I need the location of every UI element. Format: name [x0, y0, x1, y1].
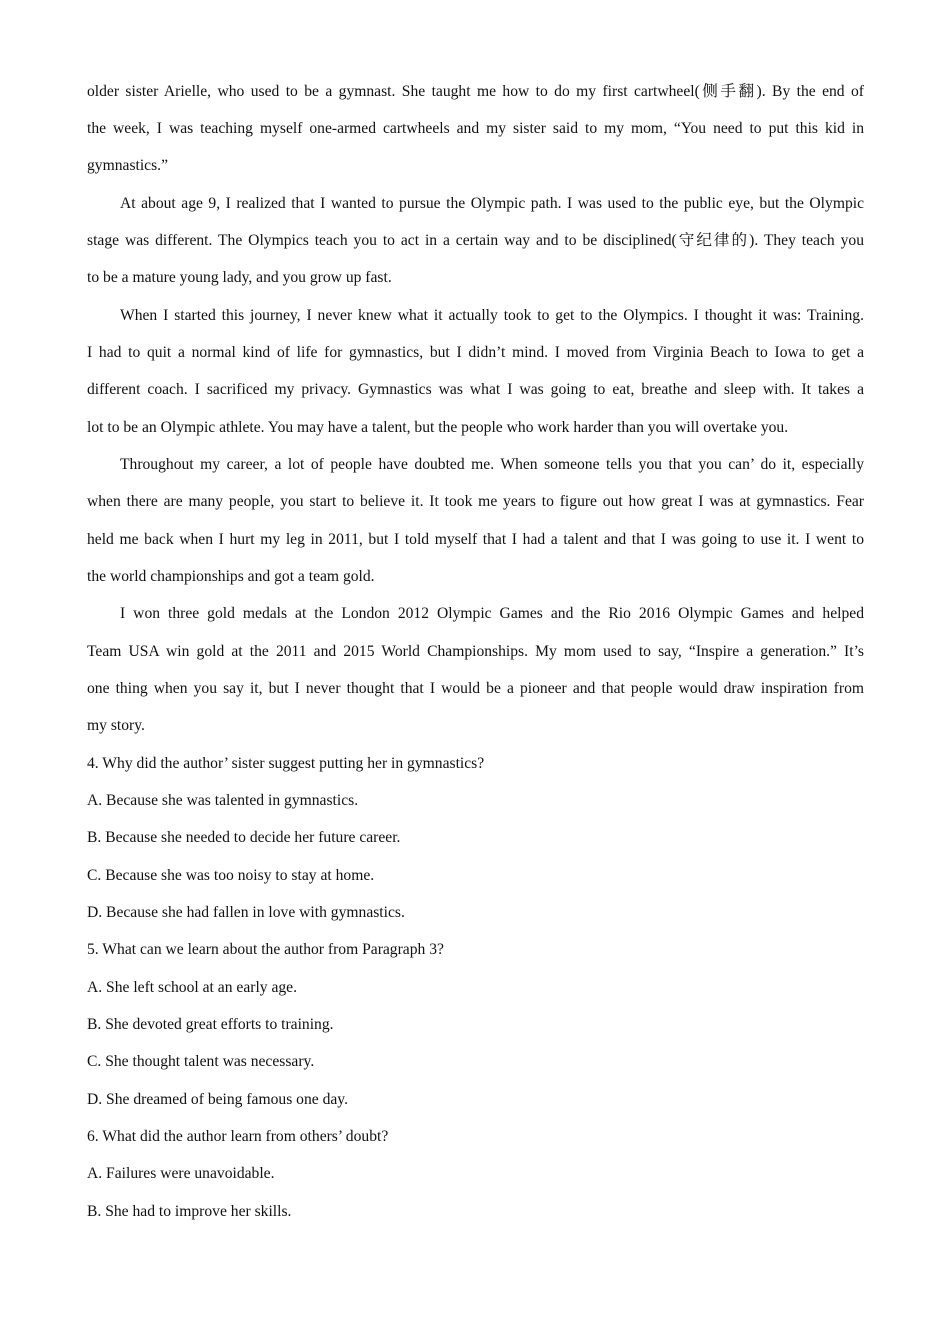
question-5-option-c: C. She thought talent was necessary.: [87, 1053, 315, 1070]
question-5-option-d: D. She dreamed of being famous one day.: [87, 1091, 348, 1108]
passage-p1-line-1: older sister Arielle, who used to be a gymnast. She taught me how to do my first cartwheel(侧手翻). By the end of: [87, 83, 864, 100]
question-4-option-a: A. Because she was talented in gymnastics.: [87, 792, 359, 809]
passage-p5-line-2: Team USA win gold at the 2011 and 2015 World Championships. My mom used to say, “Inspire a generation.” It’s: [87, 643, 864, 660]
passage-p2-line-3: to be a mature young lady, and you grow up fast.: [87, 269, 392, 286]
question-4-option-d: D. Because she had fallen in love with gymnastics.: [87, 904, 405, 921]
passage-p2-line-1: At about age 9, I realized that I wanted to pursue the Olympic path. I was used to the public eye, but the Olympic: [120, 195, 864, 212]
passage-p5-line-3: one thing when you say it, but I never thought that I would be a pioneer and that people would draw inspiration from: [87, 680, 864, 697]
passage-p4-line-3: held me back when I hurt my leg in 2011, but I told myself that I had a talent and that I was going to use it. I went to: [87, 531, 864, 548]
question-6-option-a: A. Failures were unavoidable.: [87, 1165, 275, 1182]
question-6-option-b: B. She had to improve her skills.: [87, 1203, 292, 1220]
passage-p4-line-2: when there are many people, you start to believe it. It took me years to figure out how great I was at gymnastics. Fear: [87, 493, 864, 510]
passage-p3-line-1: When I started this journey, I never knew what it actually took to get to the Olympics. I thought it was: Training.: [120, 307, 864, 324]
question-4-option-b: B. Because she needed to decide her future career.: [87, 829, 401, 846]
passage-p5-line-4: my story.: [87, 717, 145, 734]
question-5-option-a: A. She left school at an early age.: [87, 979, 298, 996]
passage-p2-line-2: stage was different. The Olympics teach you to act in a certain way and to be disciplined(守纪律的). They teach you: [87, 232, 864, 249]
passage-p4-line-4: the world championships and got a team gold.: [87, 568, 375, 585]
passage-p1-line-2: the week, I was teaching myself one-armed cartwheels and my sister said to my mom, “You need to put this kid in: [87, 120, 864, 137]
passage-p1-line-3: gymnastics.”: [87, 157, 168, 174]
question-5-stem: 5. What can we learn about the author from Paragraph 3?: [87, 941, 444, 958]
passage-p3-line-3: different coach. I sacrificed my privacy. Gymnastics was what I was going to eat, breathe and sleep with. It takes a: [87, 381, 864, 398]
question-6-stem: 6. What did the author learn from others’ doubt?: [87, 1128, 389, 1145]
passage-p4-line-1: Throughout my career, a lot of people have doubted me. When someone tells you that you can’ do it, especially: [120, 456, 864, 473]
passage-p3-line-4: lot to be an Olympic athlete. You may have a talent, but the people who work harder than you will overtake you.: [87, 419, 789, 436]
question-5-option-b: B. She devoted great efforts to training.: [87, 1016, 334, 1033]
question-4-stem: 4. Why did the author’ sister suggest putting her in gymnastics?: [87, 755, 485, 772]
passage-p5-line-1: I won three gold medals at the London 2012 Olympic Games and the Rio 2016 Olympic Games and helped: [120, 605, 864, 622]
passage-p3-line-2: I had to quit a normal kind of life for gymnastics, but I didn’t mind. I moved from Virginia Beach to Iowa to get a: [87, 344, 864, 361]
question-4-option-c: C. Because she was too noisy to stay at home.: [87, 867, 375, 884]
